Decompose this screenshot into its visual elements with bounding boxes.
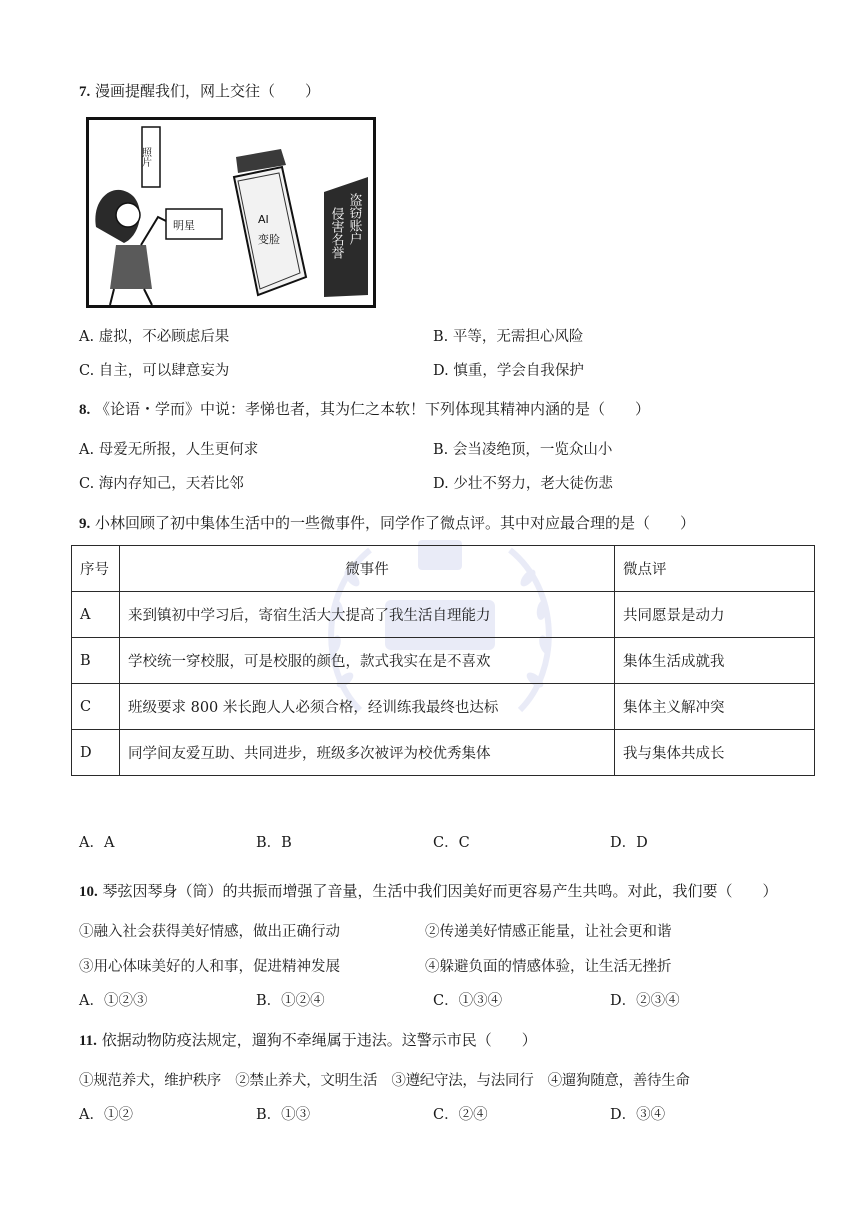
cartoon-photo-text: 照片 xyxy=(139,147,151,167)
q10-item-3: ③用心体味美好的人和事，促进精神发展 xyxy=(79,959,340,975)
q9-option-c[interactable]: C．C xyxy=(433,835,470,851)
q8-option-b[interactable]: B. 会当凌绝顶，一览众山小 xyxy=(433,442,613,458)
question-number: 11. xyxy=(79,1033,97,1049)
question-7-stem xyxy=(79,80,320,101)
q9-option-d[interactable]: D．D xyxy=(610,835,648,851)
question-text: 琴弦因琴身（筒）的共振而增强了音量，生活中我们因美好而更容易产生共鸣。对此，我们要（ ） xyxy=(102,882,778,900)
cartoon-star-text: 明星 xyxy=(173,219,195,232)
q11-option-a[interactable]: A．①② xyxy=(79,1107,133,1123)
q11-option-d[interactable]: D．③④ xyxy=(610,1107,666,1123)
header-cell: 微事件 xyxy=(120,546,615,592)
cartoon-sign-text-1: 侵害名誉 xyxy=(328,207,344,259)
q9-option-a[interactable]: A．A xyxy=(79,835,115,851)
table-cell: 来到镇初中学习后，寄宿生活大大提高了我生活自理能力 xyxy=(120,592,615,638)
question-11-stem xyxy=(79,1029,537,1050)
q10-item-4: ④躲避负面的情感体验，让生活无挫折 xyxy=(425,959,672,975)
q10-item-1: ①融入社会获得美好情感，做出正确行动 xyxy=(79,924,340,940)
table-cell: D xyxy=(72,730,120,776)
cartoon-sign-text-2: 盗窃账户 xyxy=(346,193,362,245)
table-row xyxy=(72,592,815,638)
table-cell: 同学间友爱互助、共同进步，班级多次被评为校优秀集体 xyxy=(120,730,615,776)
q11-items: ①规范养犬，维护秩序 ②禁止养犬，文明生活 ③遵纪守法，与法同行 ④遛狗随意，善待生命 xyxy=(79,1073,690,1089)
table-cell: 集体主义解冲突 xyxy=(615,684,815,730)
table-cell: 学校统一穿校服，可是校服的颜色，款式我实在是不喜欢 xyxy=(120,638,615,684)
q7-option-c[interactable]: C. 自主，可以肆意妄为 xyxy=(79,363,230,379)
cartoon-illustration xyxy=(86,117,376,308)
micro-event-table xyxy=(71,545,815,776)
cartoon-face-text: 变脸 xyxy=(258,233,280,246)
header-cell: 微点评 xyxy=(615,546,815,592)
q8-option-d[interactable]: D. 少壮不努力，老大徒伤悲 xyxy=(433,476,613,492)
header-cell: 序号 xyxy=(72,546,120,592)
table-cell: 班级要求 800 米长跑人人必须合格，经训练我最终也达标 xyxy=(120,684,615,730)
table-cell: 我与集体共成长 xyxy=(615,730,815,776)
cartoon-ai-text: AI xyxy=(258,213,269,226)
question-text: 漫画提醒我们，网上交往（ ） xyxy=(95,82,321,100)
q11-option-b[interactable]: B．①③ xyxy=(256,1107,311,1123)
table-cell: A xyxy=(72,592,120,638)
question-9-stem xyxy=(79,512,695,533)
question-text: 小林回顾了初中集体生活中的一些微事件，同学作了微点评。其中对应最合理的是（ ） xyxy=(95,514,696,532)
table-cell: B xyxy=(72,638,120,684)
q9-option-b[interactable]: B．B xyxy=(256,835,292,851)
q8-option-a[interactable]: A. 母爱无所报，人生更何求 xyxy=(79,442,259,458)
q10-option-a[interactable]: A．①②③ xyxy=(79,993,148,1009)
q10-option-b[interactable]: B．①②④ xyxy=(256,993,325,1009)
q10-option-d[interactable]: D．②③④ xyxy=(610,993,680,1009)
question-8-stem xyxy=(79,398,650,419)
table-row xyxy=(72,684,815,730)
table-cell: 集体生活成就我 xyxy=(615,638,815,684)
q7-option-b[interactable]: B. 平等，无需担心风险 xyxy=(433,329,584,345)
q10-option-c[interactable]: C．①③④ xyxy=(433,993,503,1009)
question-text: 《论语・学而》中说：孝悌也者，其为仁之本软！下列体现其精神内涵的是（ ） xyxy=(95,400,651,418)
question-text: 依据动物防疫法规定，遛狗不牵绳属于违法。这警示市民（ ） xyxy=(101,1031,537,1049)
table-cell: C xyxy=(72,684,120,730)
q7-option-a[interactable]: A. 虚拟，不必顾虑后果 xyxy=(79,329,230,345)
q11-option-c[interactable]: C．②④ xyxy=(433,1107,488,1123)
q7-option-d[interactable]: D. 慎重，学会自我保护 xyxy=(433,363,584,379)
q8-option-c[interactable]: C. 海内存知己，天若比邻 xyxy=(79,476,244,492)
question-number: 8. xyxy=(79,402,91,418)
question-number: 9. xyxy=(79,516,91,532)
table-cell: 共同愿景是动力 xyxy=(615,592,815,638)
table-row xyxy=(72,638,815,684)
table-row xyxy=(72,730,815,776)
question-number: 7. xyxy=(79,84,91,100)
q10-item-2: ②传递美好情感正能量，让社会更和谐 xyxy=(425,924,672,940)
question-number: 10. xyxy=(79,884,98,900)
table-header-row xyxy=(72,546,815,592)
question-10-stem xyxy=(79,880,778,901)
